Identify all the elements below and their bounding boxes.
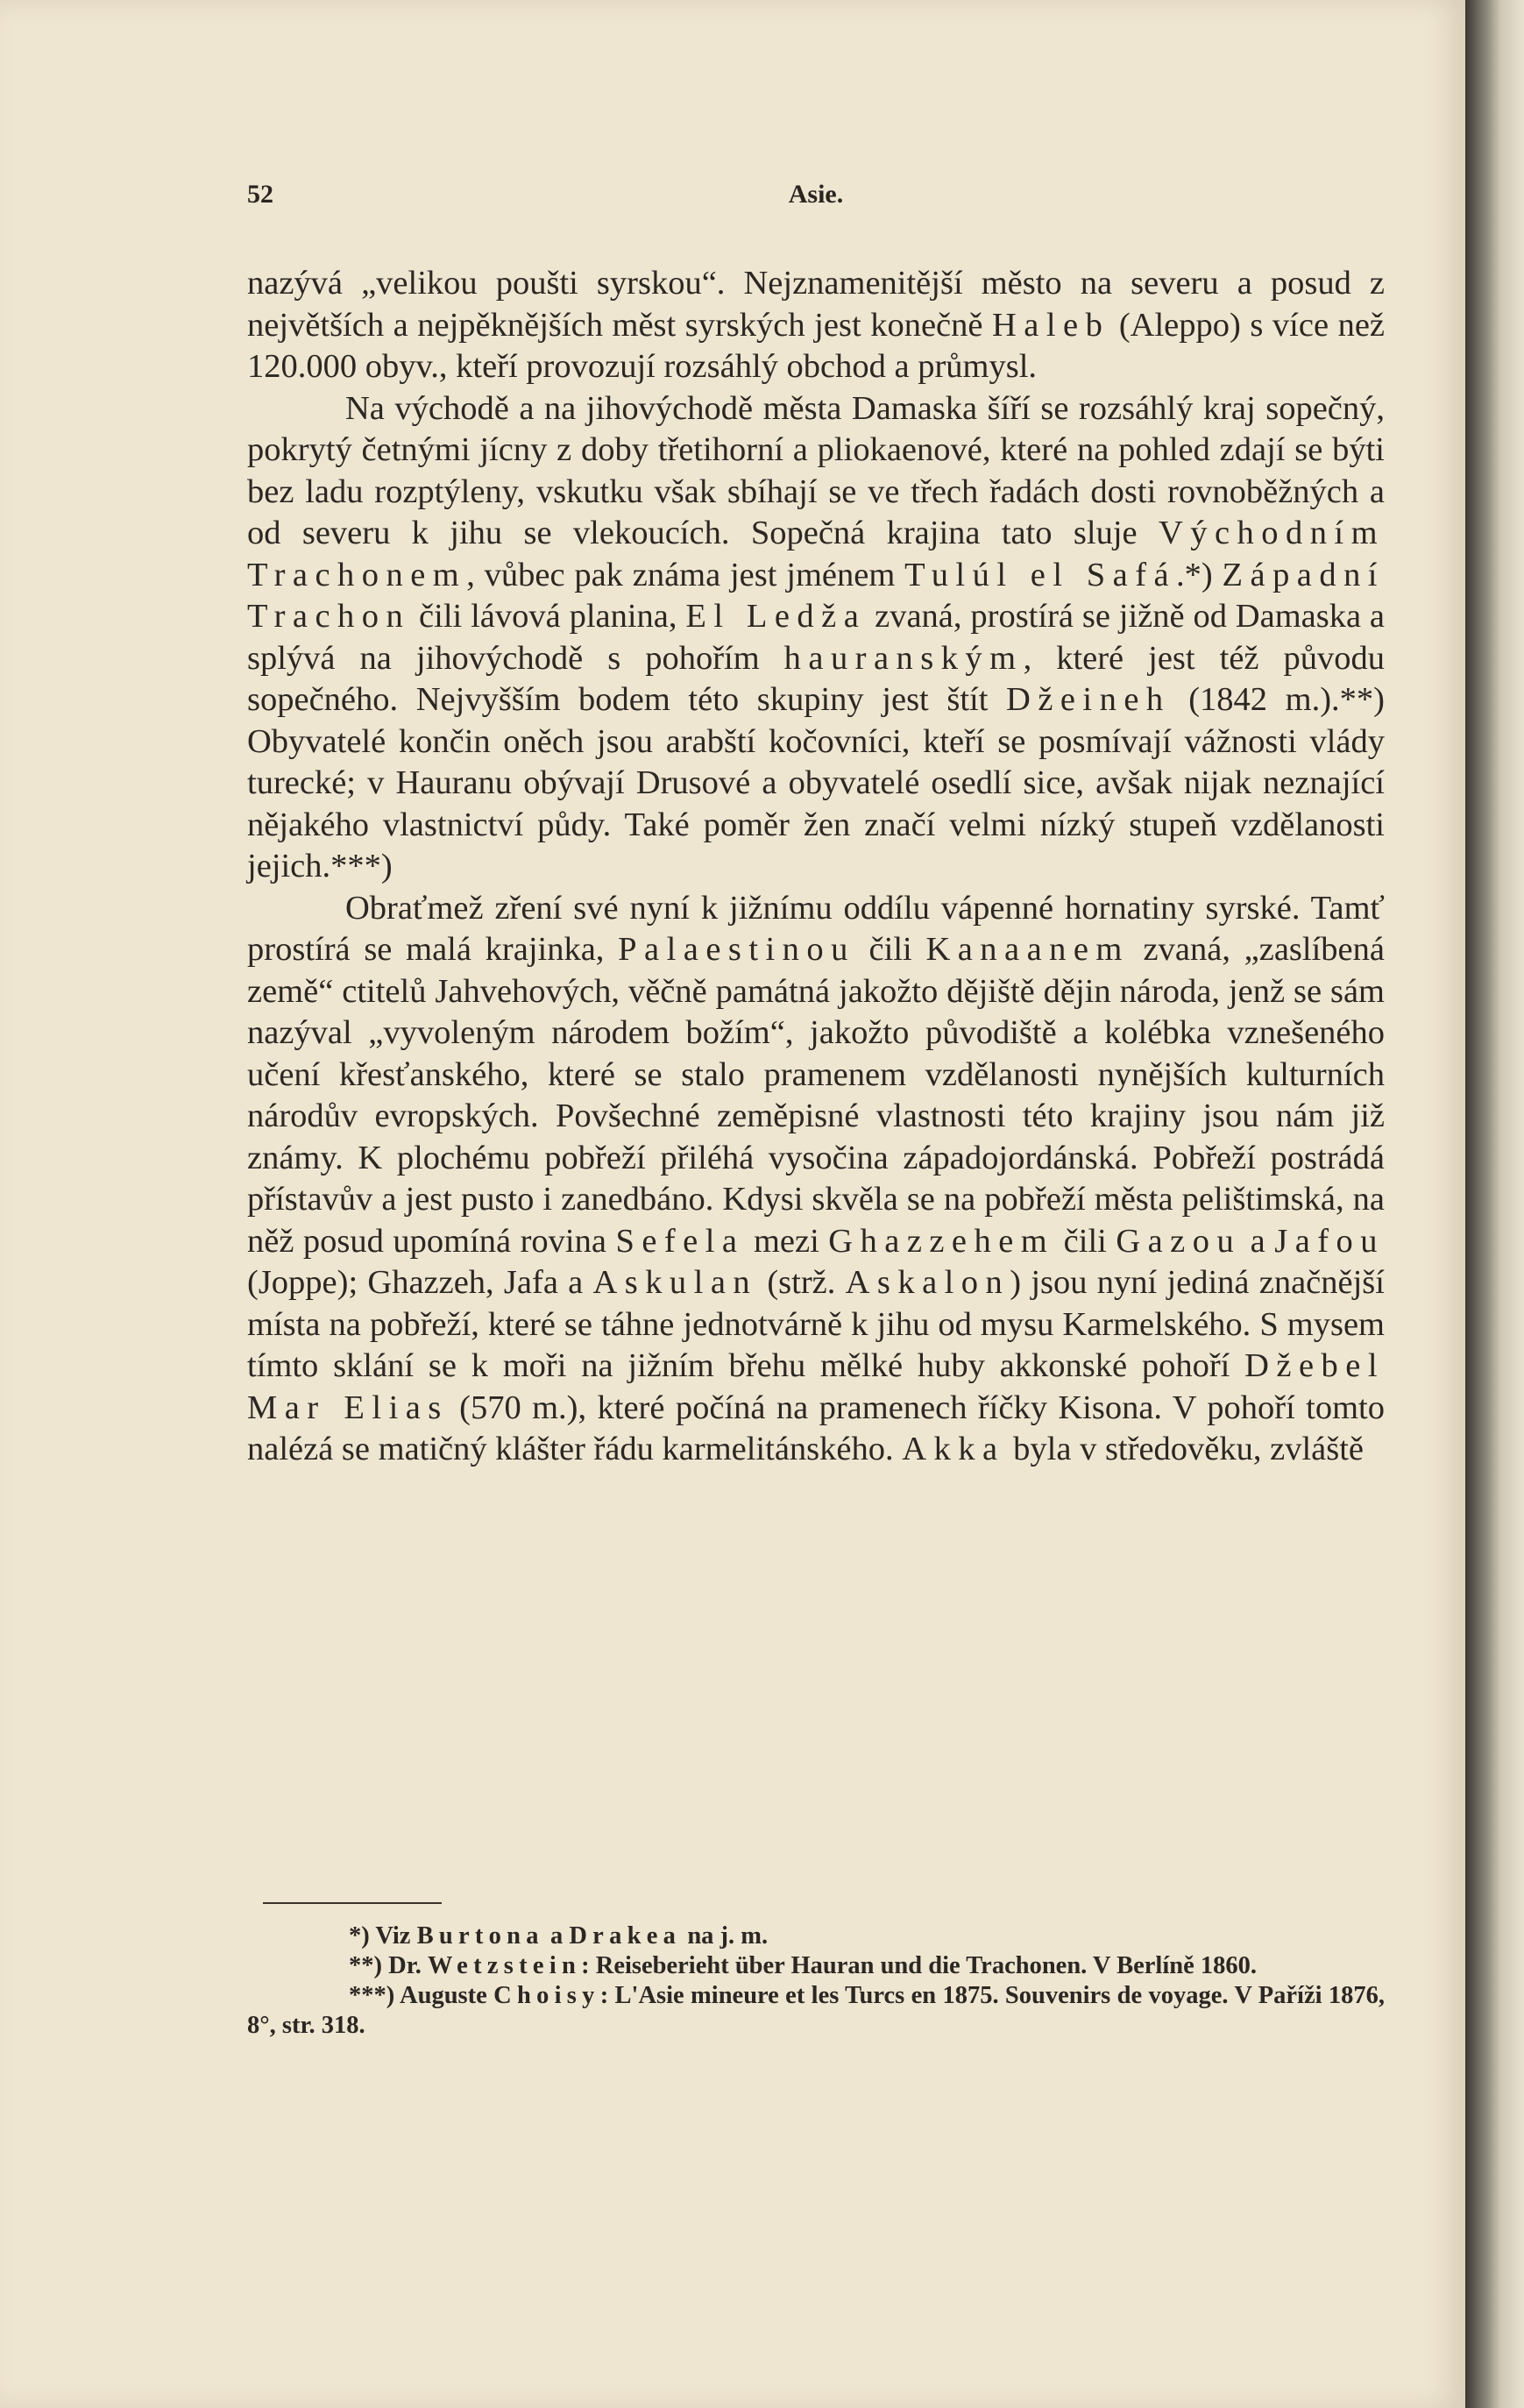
spaced-term: Burtona [416, 1922, 544, 1950]
spaced-term: Wetzstein [427, 1952, 582, 1979]
footnote [247, 1921, 1385, 1951]
text-run: (Aleppo) s více než 120.000 obyv., kteří provozují rozsáhlý obchod a průmysl. [247, 306, 1386, 385]
spaced-term: Džebel Mar Elias [247, 1347, 1385, 1426]
spaced-term: Jafou [1274, 1222, 1385, 1260]
text-run: : L'Asie mineure et les Turcs en 1875. Souvenirs de voyage. V Paříži 1876, 8°, str. 318. [247, 1982, 1385, 2039]
text-run: ) jsou nyní jediná značnější místa na pobřeží, které se táhne jednotvárně k jihu od mysu Karmelského. S mysem tímto sklání se k moři na jižním břehu mělké huby akkonské pohoří [247, 1264, 1385, 1384]
spaced-term: hauranským [783, 639, 1024, 677]
footnotes [247, 1921, 1385, 2041]
paragraph [247, 263, 1385, 388]
page-number: 52 [247, 180, 273, 209]
text-run: a [543, 1922, 570, 1950]
text-run: zvaná, prostírá se jižně od Damaska a splývá na jihovýchodě s pohořím [247, 598, 1385, 677]
spaced-term: Askulan [592, 1264, 758, 1301]
text-run: .*) [1176, 556, 1223, 593]
text-run: Na východě a na jihovýchodě města Damaska šíří se rozsáhlý kraj sopečný, pokrytý četnými jícny z doby třetihorní a pliokaenové, které na pohled zdají se býti bez ladu rozptýleny, vskutku však sbíhají se ve třech řadách dosti rovnoběžných a od severu k jihu se vlekoucích. Sopečná krajina tato sluje [247, 389, 1385, 551]
spaced-term: Drakea [569, 1922, 682, 1950]
spaced-term: Tulúl el Safá [904, 556, 1177, 593]
text-run: : Reiseberieht über Hauran und die Trachonen. V Berlíně 1860. [581, 1952, 1258, 1979]
text-run: mezi [744, 1222, 829, 1260]
text-run: (1842 m.).**) Obyvatelé končin oněch jsou arabští kočovníci, kteří se posmívají vážnosti vlády turecké; v Hauranu obývají Drusové a obyvatelé osedlí sice, avšak nijak neznající nějakého vlastnictví půdy. Také poměr žen značí velmi nízký stupeň vzdělanosti jejich.***) [247, 681, 1385, 884]
footnote [247, 1951, 1385, 1981]
text-run: , které jest též původu sopečného. Nejvyšším bodem této skupiny jest štít [247, 639, 1386, 718]
spaced-term: Palaestinou [618, 931, 855, 968]
text-run: *) Viz [349, 1922, 417, 1950]
text-run: (570 m.), které počíná na pramenech říčky Kisona. V pohoří tomto nalézá se matičný klášter řádu karmelitánského. [247, 1389, 1385, 1467]
running-title: Asie. [788, 180, 844, 209]
main-text [247, 263, 1385, 1471]
text-run: (Joppe); Ghazzeh, Jafa a [247, 1264, 593, 1301]
spaced-term: Džeineh [1006, 681, 1171, 718]
paragraph [247, 388, 1385, 888]
text-run: nazývá „velikou poušti syrskou“. Nejznamenitější město na severu a posud z největších a nejpěknějších měst syrských jest konečně [247, 265, 1385, 344]
text-run: čili [1054, 1222, 1116, 1260]
spaced-term: Gazou [1116, 1222, 1242, 1260]
text-run: na j. m. [681, 1922, 769, 1950]
spaced-term: Haleb [992, 306, 1110, 344]
spaced-term: Akka [902, 1431, 1005, 1467]
footnote [247, 1981, 1385, 2041]
spaced-term: Východním Trachonem [247, 515, 1385, 593]
text-run: zvaná, „zaslíbená země“ ctitelů Jahvehových, věčně památná jakožto dějiště dějin národa, jenž se sám nazýval „vyvoleným národem božím“, jakožto původiště a kolébka vznešeného učení křesťanského, které se stalo pramenem vzdělanosti nynějších kulturních národův evropských. Povšechné zeměpisné vlastnosti této krajiny jsou nám již známy. K plochému pobřeží přiléhá vysočina západojordánská. Pobřeží postrádá přístavův a jest pusto i zanedbáno. Kdysi skvěla se na pobřeží města pelištimská, na něž posud upomíná rovina [247, 931, 1385, 1260]
spaced-term: El Ledža [685, 598, 867, 635]
spaced-term: Askalon [845, 1264, 1010, 1301]
text-run: byla v středověku, zvláště [1004, 1431, 1365, 1467]
text-run: čili [854, 931, 926, 968]
text-run: **) Dr. [349, 1952, 428, 1979]
spaced-term: Sefela [615, 1222, 745, 1260]
spaced-term: Západní Trachon [247, 556, 1385, 635]
footnote-separator [263, 1902, 442, 1904]
text-run: ***) Auguste [349, 1982, 494, 2009]
spaced-term: Ghazzehem [828, 1222, 1055, 1260]
text-run: Obraťmež zření své nyní k jižnímu oddílu vápenné hornatiny syrské. Tamť prostírá se malá krajinka, [247, 889, 1385, 968]
text-run: a [1241, 1222, 1275, 1260]
paragraph [247, 888, 1385, 1471]
text-run: čili lávová planina, [410, 598, 686, 635]
spaced-term: Kanaanem [925, 931, 1130, 968]
text-run: , vůbec pak známa jest jménem [466, 556, 905, 593]
page-edge [1465, 0, 1524, 2408]
spaced-term: Choisy [493, 1982, 600, 2009]
page-header [247, 180, 1385, 215]
text-run: (strž. [757, 1264, 846, 1301]
